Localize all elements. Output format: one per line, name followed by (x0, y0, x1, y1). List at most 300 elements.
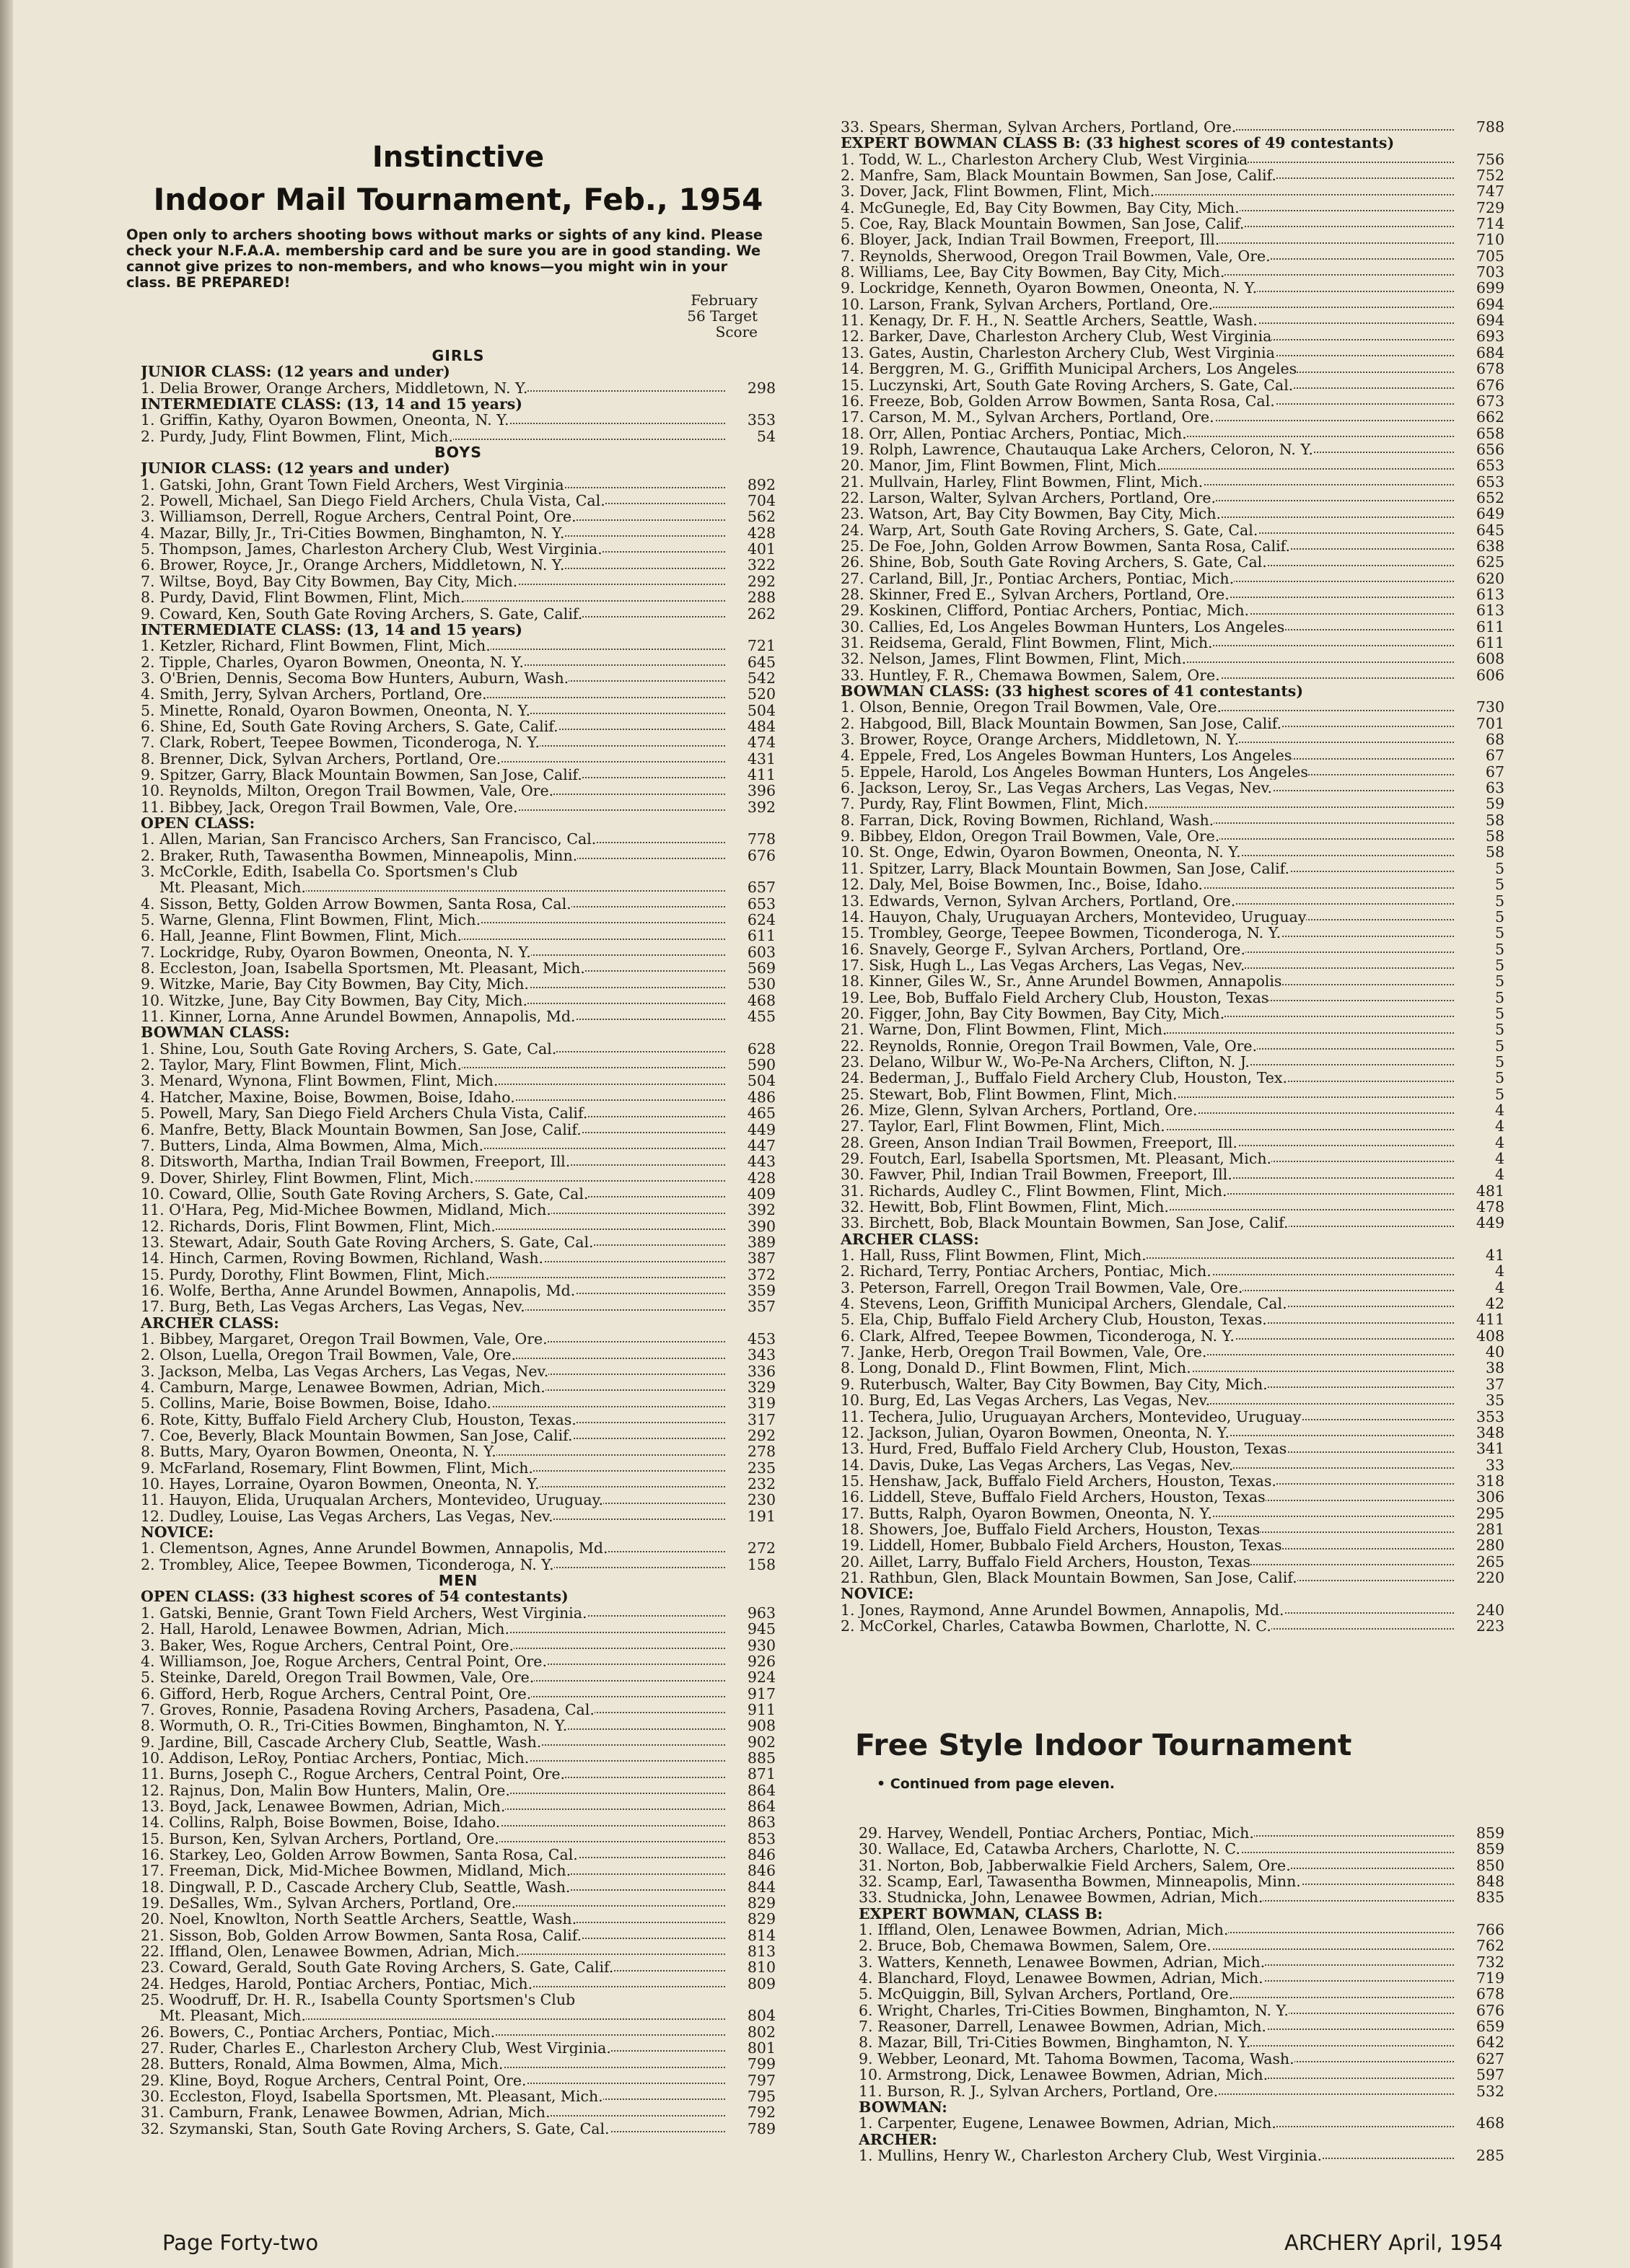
result-row (841, 925, 1504, 941)
result-row (841, 522, 1504, 538)
result-row (841, 1070, 1504, 1086)
result-row (141, 1283, 776, 1298)
entrant-text: 17. Carson, M. M., Sylvan Archers, Portland, Ore. (841, 409, 1214, 426)
score-value: 5 (1494, 1086, 1504, 1102)
class-heading (141, 1024, 776, 1040)
entrant-text: 5. Collins, Marie, Boise Bowmen, Boise, Idaho. (141, 1395, 491, 1412)
score-value: 5 (1494, 1005, 1504, 1022)
result-row (141, 976, 776, 992)
result-row (141, 879, 776, 895)
score-value: 319 (747, 1395, 776, 1412)
entrant-text: 9. Dover, Shirley, Flint Bowmen, Flint, Mich. (141, 1169, 474, 1186)
result-row (841, 1151, 1504, 1166)
result-row (141, 1057, 776, 1073)
class-heading (141, 1524, 776, 1540)
result-row (841, 393, 1504, 409)
entrant-text: 10. Armstrong, Dick, Lenawee Bowmen, Adrian, Mich. (859, 2067, 1268, 2083)
entrant-text: 8. Butts, Mary, Oyaron Bowmen, Oneonta, N. Y. (141, 1443, 496, 1460)
entrant-text: 3. Dover, Jack, Flint Bowmen, Flint, Mich. (841, 183, 1155, 200)
score-value: 262 (747, 605, 776, 622)
result-row (841, 1570, 1504, 1586)
score-value: 223 (1476, 1617, 1504, 1635)
result-row (841, 796, 1504, 812)
entrant-text: 6. Jackson, Leroy, Sr., Las Vegas Archers, Las Vegas, Nev. (841, 780, 1273, 796)
tournament-intro: Open only to archers shooting bows without marks or sights of any kind. Please check your N.F.A.A. membership card and be sure you are in good standing. We cannot give prizes to non-members, and who knows—you might win in your class. BE PREPARED! (126, 227, 763, 291)
entrant-text: 1. Jones, Raymond, Anne Arundel Bowmen, Annapolis, Md. (841, 1601, 1284, 1618)
result-row (841, 1360, 1504, 1376)
entrant-text: 4. Hatcher, Maxine, Boise, Bowmen, Boise, Idaho. (141, 1089, 515, 1106)
result-row (141, 896, 776, 912)
entrant-text: 15. Henshaw, Jack, Buffalo Field Archers, Houston, Texas. (841, 1472, 1276, 1490)
class-heading (859, 1906, 1504, 1922)
entrant-text: 7. Reasoner, Darrell, Lenawee Bowmen, Adrian, Mich. (859, 2018, 1266, 2035)
entrant-text: 32. Hewitt, Bob, Flint Bowmen, Flint, Mich. (841, 1199, 1169, 1216)
entrant-text: JUNIOR CLASS: (12 years and under) (141, 364, 450, 380)
score-value: 41 (1485, 1247, 1504, 1264)
entrant-text: 25. Woodruff, Dr. H. R., Isabella County Sportsmen's Club (141, 1992, 576, 2008)
entrant-text: 22. Reynolds, Ronnie, Oregon Trail Bowmen, Vale, Ore. (841, 1037, 1258, 1054)
score-value: 35 (1485, 1392, 1504, 1409)
entrant-text: 33. Studnicka, John, Lenawee Bowmen, Adrian, Mich. (859, 1889, 1263, 1906)
score-value: 676 (1476, 377, 1504, 393)
score-value: 649 (1476, 506, 1504, 522)
entrant-text: 2. Habgood, Bill, Black Mountain Bowmen, San Jose, Calif. (841, 715, 1282, 732)
entrant-text: 8. Purdy, David, Flint Bowmen, Flint, Mich. (141, 589, 465, 606)
score-value: 810 (747, 1959, 776, 1976)
score-value: 911 (747, 1701, 776, 1718)
score-value: 5 (1494, 1021, 1504, 1038)
score-value: 359 (747, 1282, 776, 1299)
entrant-text: 1. Iffland, Olen, Lenawee Bowmen, Adrian, Mich. (859, 1922, 1229, 1938)
entrant-text: Mt. Pleasant, Mich. (141, 2008, 306, 2023)
score-value: 455 (747, 1008, 776, 1025)
entrant-text: 3. O'Brien, Dennis, Secoma Bow Hunters, Auburn, Wash. (141, 669, 569, 687)
entrant-text: 4. Eppele, Fred, Los Angeles Bowman Hunters, Los Angeles (841, 747, 1292, 764)
score-value: 908 (747, 1718, 776, 1734)
score-value: 813 (747, 1943, 776, 1960)
entrant-text: BOWMAN: (859, 2098, 947, 2116)
result-row (141, 944, 776, 960)
result-row (141, 2008, 776, 2023)
entrant-text: 27. Taylor, Earl, Flint Bowmen, Flint, Mich. (841, 1118, 1165, 1135)
entrant-text: 15. Trombley, George, Teepee Bowmen, Ticonderoga, N. Y. (841, 925, 1281, 941)
score-value: 431 (747, 750, 776, 767)
score-value: 756 (1476, 151, 1504, 168)
score-value: 926 (747, 1653, 776, 1670)
score-value: 802 (747, 2023, 776, 2041)
score-value: 341 (1476, 1441, 1504, 1457)
result-row (141, 1073, 776, 1089)
result-row (841, 119, 1504, 135)
score-value: 428 (747, 524, 776, 542)
entrant-text: 27. Ruder, Charles E., Charleston Archery Club, West Virginia. (141, 2040, 611, 2057)
entrant-text: 7. Reynolds, Sherwood, Oregon Trail Bowmen, Vale, Ore. (841, 247, 1271, 265)
result-row (841, 571, 1504, 586)
result-row (141, 654, 776, 670)
result-row (859, 2083, 1504, 2099)
result-row (141, 2024, 776, 2040)
entrant-text: 9. Witzke, Marie, Bay City Bowmen, Bay City, Mich. (141, 976, 529, 993)
result-row (141, 1798, 776, 1814)
entrant-text: 7. Wiltse, Boyd, Bay City Bowmen, Bay City, Mich. (141, 573, 518, 590)
result-row (841, 1441, 1504, 1456)
score-value: 658 (1476, 425, 1504, 441)
score-value: 694 (1476, 312, 1504, 329)
entrant-text: 32. Szymanski, Stan, South Gate Roving Archers, S. Gate, Cal. (141, 2120, 610, 2137)
class-heading (841, 683, 1504, 699)
result-row (841, 183, 1504, 199)
result-row (141, 1686, 776, 1702)
score-value: 850 (1476, 1857, 1504, 1874)
result-row (141, 703, 776, 718)
result-row (841, 1537, 1504, 1553)
entrant-text: 3. Peterson, Farrell, Oregon Trail Bowmen, Vale, Ore. (841, 1279, 1243, 1296)
result-row (141, 2040, 776, 2056)
score-value: 449 (1476, 1215, 1504, 1231)
result-row (141, 1460, 776, 1476)
score-value: 5 (1494, 908, 1504, 926)
entrant-text: EXPERT BOWMAN, CLASS B: (859, 1905, 1103, 1922)
section-heading (141, 444, 776, 460)
result-row (841, 457, 1504, 473)
score-value: 5 (1494, 925, 1504, 941)
result-row (841, 1602, 1504, 1618)
score-value: 603 (747, 944, 776, 961)
entrant-text: Mt. Pleasant, Mich. (141, 879, 306, 895)
score-value: 4 (1494, 1134, 1504, 1151)
entrant-text: 12. Daly, Mel, Boise Bowmen, Inc., Boise, Idaho. (841, 876, 1203, 893)
entrant-text: 28. Skinner, Fred E., Sylvan Archers, Portland, Ore. (841, 586, 1230, 603)
result-row (841, 828, 1504, 844)
entrant-text: 31. Richards, Audley C., Flint Bowmen, Flint, Mich. (841, 1182, 1227, 1200)
score-value: 4 (1494, 1118, 1504, 1135)
entrant-text: 1. Todd, W. L., Charleston Archery Club, West Virginia (841, 151, 1248, 168)
entrant-text: 12. Rajnus, Don, Malin Bow Hunters, Malin, Ore. (141, 1782, 510, 1798)
score-value: 590 (747, 1057, 776, 1073)
score-value: 699 (1476, 280, 1504, 296)
entrant-text: 11. Burns, Joseph C., Rogue Archers, Central Point, Ore. (141, 1766, 565, 1783)
entrant-text: 30. Fawver, Phil, Indian Trail Bowmen, Freeport, Ill. (841, 1166, 1232, 1183)
result-row (841, 957, 1504, 973)
result-row (141, 1766, 776, 1782)
entrant-text: 4. Sisson, Betty, Golden Arrow Bowmen, Santa Rosa, Cal. (141, 895, 571, 913)
page-number: Page Forty-two (162, 2230, 319, 2255)
entrant-text: BOYS (434, 444, 482, 461)
result-row (841, 1135, 1504, 1151)
score-value: 863 (747, 1814, 776, 1831)
entrant-text: 32. Nelson, James, Flint Bowmen, Flint, Mich. (841, 651, 1187, 667)
result-row (141, 1492, 776, 1508)
entrant-text: 10. Reynolds, Milton, Oregon Trail Bowmen, Vale, Ore. (141, 783, 554, 799)
score-value: 562 (747, 509, 776, 525)
score-value: 864 (747, 1798, 776, 1815)
entrant-text: 10. Hayes, Lorraine, Oyaron Bowmen, Oneonta, N. Y. (141, 1476, 540, 1493)
result-row (841, 1247, 1504, 1263)
score-value: 885 (747, 1749, 776, 1767)
score-value: 449 (747, 1121, 776, 1138)
result-row (141, 557, 776, 573)
result-row (841, 1457, 1504, 1473)
score-value: 627 (1476, 2050, 1504, 2067)
entrant-text: 31. Reidsema, Gerald, Flint Bowmen, Flint, Mich. (841, 635, 1213, 651)
result-row (841, 941, 1504, 957)
result-row (141, 1428, 776, 1443)
result-row (841, 377, 1504, 393)
result-row (141, 1540, 776, 1556)
entrant-text: 5. McQuiggin, Bill, Sylvan Archers, Portland, Ore. (859, 1986, 1234, 2003)
result-row (841, 248, 1504, 264)
result-row (141, 380, 776, 396)
result-row (141, 1186, 776, 1202)
result-row (841, 264, 1504, 280)
entrant-text: 11. Kenagy, Dr. F. H., N. Seattle Archers, Seattle, Wash. (841, 312, 1258, 329)
entrant-text: 10. Larson, Frank, Sylvan Archers, Portland, Ore. (841, 296, 1213, 313)
score-value: 390 (747, 1218, 776, 1234)
score-value: 719 (1476, 1970, 1504, 1987)
score-value: 611 (747, 928, 776, 944)
entrant-text: 4. McGunegle, Ed, Bay City Bowmen, Bay City, Mich. (841, 199, 1240, 216)
score-value: 853 (747, 1830, 776, 1847)
entrant-text: 8. Wormuth, O. R., Tri-Cities Bowmen, Binghamton, N. Y. (141, 1718, 568, 1734)
result-row (841, 441, 1504, 457)
entrant-text: 5. Warne, Glenna, Flint Bowmen, Flint, Mich. (141, 912, 481, 928)
entrant-text: ARCHER: (859, 2131, 937, 2148)
entrant-text: 12. Jackson, Julian, Oyaron Bowmen, Oneonta, N. Y. (841, 1424, 1230, 1441)
score-value: 401 (747, 541, 776, 558)
score-value: 465 (747, 1105, 776, 1122)
result-row (141, 2121, 776, 2137)
entrant-text: 7. Purdy, Ray, Flint Bowmen, Flint, Mich. (841, 796, 1149, 812)
score-value: 701 (1476, 715, 1504, 732)
result-row (141, 606, 776, 622)
score-value: 611 (1476, 618, 1504, 635)
entrant-text: 7. Coe, Beverly, Black Mountain Bowmen, San Jose, Calif. (141, 1428, 573, 1444)
score-value: 59 (1485, 796, 1504, 812)
entrant-text: 1. Gatski, John, Grant Town Field Archers, West Virginia (141, 476, 564, 493)
result-row (141, 1928, 776, 1943)
result-row (141, 2073, 776, 2088)
score-value: 387 (747, 1250, 776, 1267)
class-heading (841, 135, 1504, 151)
entrant-text: 14. Hinch, Carmen, Roving Bowmen, Richland, Wash. (141, 1250, 544, 1267)
entrant-text: 21. Rathbun, Glen, Black Mountain Bowmen, San Jose, Calif. (841, 1569, 1297, 1586)
score-value: 829 (747, 1895, 776, 1912)
entrant-text: 19. DeSalles, Wm., Sylvan Archers, Portland, Ore. (141, 1895, 517, 1912)
result-row (141, 783, 776, 799)
section-heading (141, 348, 776, 364)
entrant-text: 17. Burg, Beth, Las Vegas Archers, Las Vegas, Nev. (141, 1298, 525, 1315)
score-value: 662 (1476, 409, 1504, 426)
result-row (141, 1976, 776, 1992)
entrant-text: 2. Olson, Luella, Oregon Trail Bowmen, Vale, Ore. (141, 1347, 516, 1363)
result-row (141, 1331, 776, 1347)
entrant-text: 1. Carpenter, Eugene, Lenawee Bowmen, Adrian, Mich. (859, 2115, 1276, 2132)
score-value: 67 (1485, 763, 1504, 781)
score-value: 408 (1476, 1327, 1504, 1345)
result-row (841, 876, 1504, 892)
score-value: 478 (1476, 1199, 1504, 1216)
result-row (141, 1992, 776, 2008)
entrant-text: 26. Shine, Bob, South Gate Roving Archers, S. Gate, Cal. (841, 554, 1267, 571)
score-value: 288 (747, 589, 776, 606)
entrant-text: 10. St. Onge, Edwin, Oyaron Bowmen, Oneonta, N. Y. (841, 844, 1241, 861)
result-row (141, 1443, 776, 1459)
entrant-text: 1. Mullins, Henry W., Charleston Archery Club, West Virginia. (859, 2147, 1322, 2164)
entrant-text: 7. Clark, Robert, Teepee Bowmen, Ticonderoga, N. Y. (141, 734, 540, 751)
entrant-text: 19. Rolph, Lawrence, Chautauqua Lake Archers, Celoron, N. Y. (841, 441, 1313, 458)
score-value: 5 (1494, 1070, 1504, 1086)
entrant-text: 2. Tipple, Charles, Oyaron Bowmen, Oneonta, N. Y. (141, 654, 524, 670)
score-value: 752 (1476, 167, 1504, 184)
score-value: 684 (1476, 344, 1504, 361)
entrant-text: 11. Spitzer, Larry, Black Mountain Bowmen, San Jose, Calif. (841, 860, 1290, 877)
score-value: 963 (747, 1604, 776, 1622)
entrant-text: 7. Janke, Herb, Oregon Trail Bowmen, Vale, Ore. (841, 1344, 1207, 1361)
score-value: 871 (747, 1766, 776, 1783)
result-row (141, 1202, 776, 1218)
result-row (841, 167, 1504, 183)
entrant-text: 22. Larson, Walter, Sylvan Archers, Portland, Ore. (841, 489, 1217, 506)
score-value: 353 (747, 412, 776, 428)
result-row (141, 1379, 776, 1395)
score-header-score: Score (715, 323, 758, 340)
entrant-text: 2. McCorkel, Charles, Catawba Bowmen, Charlotte, N. C. (841, 1617, 1271, 1635)
score-value: 158 (747, 1556, 776, 1573)
entrant-text: 2. Purdy, Judy, Flint Bowmen, Flint, Mich. (141, 428, 453, 445)
result-row (859, 2003, 1504, 2018)
entrant-text: 14. Hauyon, Chaly, Uruguayan Archers, Montevideo, Uruguay (841, 908, 1307, 926)
score-value: 703 (1476, 264, 1504, 281)
result-row (141, 1138, 776, 1153)
result-row (841, 893, 1504, 909)
result-row (141, 1669, 776, 1685)
entrant-text: 8. Williams, Lee, Bay City Bowmen, Bay City, Mich. (841, 264, 1225, 281)
result-row (841, 490, 1504, 506)
entrant-text: 13. Gates, Austin, Charleston Archery Club, West Virginia (841, 344, 1275, 361)
score-value: 58 (1485, 812, 1504, 829)
score-value: 678 (1476, 1986, 1504, 2003)
result-row (841, 1038, 1504, 1054)
entrant-text: 21. Sisson, Bob, Golden Arrow Bowmen, Santa Rosa, Calif. (141, 1927, 582, 1944)
entrant-text: 19. Lee, Bob, Buffalo Field Archery Club, Houston, Texas (841, 989, 1269, 1006)
result-row (841, 844, 1504, 860)
score-value: 694 (1476, 296, 1504, 313)
score-column-header (642, 292, 758, 340)
result-row (841, 1021, 1504, 1037)
score-value: 392 (747, 1202, 776, 1218)
score-value: 645 (747, 654, 776, 670)
entrant-text: 8. Eccleston, Joan, Isabella Sportsmen, Mt. Pleasant, Mich. (141, 960, 585, 977)
result-row (141, 960, 776, 976)
result-row (141, 477, 776, 493)
score-value: 710 (1476, 232, 1504, 248)
result-row (841, 1392, 1504, 1408)
entrant-text: 1. Ketzler, Richard, Flint Bowmen, Flint, Mich. (141, 638, 491, 654)
score-value: 357 (747, 1298, 776, 1315)
result-row (841, 1344, 1504, 1360)
entrant-text: MEN (438, 1573, 478, 1589)
result-row (141, 509, 776, 524)
result-row (859, 1889, 1504, 1905)
result-row (841, 602, 1504, 618)
result-row (141, 1879, 776, 1895)
entrant-text: 4. Mazar, Billy, Jr., Tri-Cities Bowmen, Binghamton, N. Y. (141, 524, 565, 542)
class-heading (841, 1586, 1504, 1601)
score-value: 814 (747, 1927, 776, 1944)
entrant-text: 20. Aillet, Larry, Buffalo Field Archers, Houston, Texas (841, 1553, 1250, 1570)
left-results-column (141, 348, 776, 2137)
entrant-text: 31. Camburn, Frank, Lenawee Bowmen, Adrian, Mich. (141, 2104, 551, 2121)
result-row (841, 1376, 1504, 1392)
score-value: 799 (747, 2056, 776, 2073)
result-row (841, 1054, 1504, 1070)
entrant-text: 9. Coward, Ken, South Gate Roving Archers, S. Gate, Calif. (141, 605, 583, 622)
score-value: 453 (747, 1330, 776, 1348)
score-value: 428 (747, 1169, 776, 1186)
result-row (841, 1102, 1504, 1118)
score-value: 504 (747, 702, 776, 718)
entrant-text: 9. Lockridge, Kenneth, Oyaron Bowmen, Oneonta, N. Y. (841, 280, 1258, 296)
entrant-text: 30. Wallace, Ed, Catawba Archers, Charlotte, N. C. (859, 1841, 1240, 1858)
entrant-text: 2. Hall, Harold, Lenawee Bowmen, Adrian, Mich. (141, 1621, 510, 1638)
class-heading (141, 460, 776, 476)
entrant-text: 4. Smith, Jerry, Sylvan Archers, Portland, Ore. (141, 686, 487, 703)
score-value: 481 (1476, 1182, 1504, 1200)
entrant-text: 6. Clark, Alfred, Teepee Bowmen, Ticonderoga, N. Y. (841, 1327, 1235, 1345)
result-row (141, 734, 776, 750)
entrant-text: 2. Manfre, Sam, Black Mountain Bowmen, San Jose, Calif. (841, 167, 1276, 184)
result-row (859, 1858, 1504, 1873)
entrant-text: 10. Coward, Ollie, South Gate Roving Archers, S. Gate, Cal. (141, 1185, 589, 1203)
entrant-text: 3. Brower, Royce, Orange Archers, Middletown, N. Y. (841, 731, 1240, 748)
score-value: 789 (747, 2120, 776, 2137)
entrant-text: 7. Butters, Linda, Alma Bowmen, Alma, Mich. (141, 1137, 484, 1154)
score-value: 653 (1476, 473, 1504, 490)
score-value: 693 (1476, 328, 1504, 345)
result-row (141, 1250, 776, 1266)
result-row (141, 638, 776, 654)
result-row (141, 1895, 776, 1911)
score-value: 389 (747, 1234, 776, 1251)
result-row (841, 328, 1504, 344)
score-value: 58 (1485, 828, 1504, 845)
score-value: 864 (747, 1782, 776, 1798)
score-value: 729 (1476, 199, 1504, 216)
score-value: 801 (747, 2040, 776, 2057)
entrant-text: 13. Boyd, Jack, Lenawee Bowmen, Adrian, Mich. (141, 1798, 506, 1815)
result-row (141, 1943, 776, 1959)
result-row (141, 1653, 776, 1669)
result-row (841, 1183, 1504, 1199)
score-value: 396 (747, 783, 776, 799)
score-value: 804 (747, 2008, 776, 2024)
entrant-text: 12. Richards, Doris, Flint Bowmen, Flint, Mich. (141, 1218, 496, 1234)
result-row (841, 1328, 1504, 1344)
result-row (141, 993, 776, 1008)
entrant-text: 4. Williamson, Joe, Rogue Archers, Central Point, Ore. (141, 1653, 547, 1670)
score-value: 714 (1476, 216, 1504, 232)
score-value: 486 (747, 1089, 776, 1106)
entrant-text: 28. Butters, Ronald, Alma Bowmen, Alma, Mich. (141, 2056, 504, 2073)
score-value: 597 (1476, 2067, 1504, 2083)
entrant-text: 26. Bowers, C., Pontiac Archers, Pontiac, Mich. (141, 2023, 496, 2041)
score-value: 37 (1485, 1376, 1504, 1393)
entrant-text: 26. Mize, Glenn, Sylvan Archers, Portland, Ore. (841, 1102, 1198, 1119)
entrant-text: 25. Stewart, Bob, Flint Bowmen, Flint, Mich. (841, 1086, 1178, 1102)
score-value: 628 (747, 1040, 776, 1058)
entrant-text: 16. Liddell, Steve, Buffalo Field Archers, Houston, Texas (841, 1489, 1266, 1506)
score-value: 411 (1476, 1311, 1504, 1328)
